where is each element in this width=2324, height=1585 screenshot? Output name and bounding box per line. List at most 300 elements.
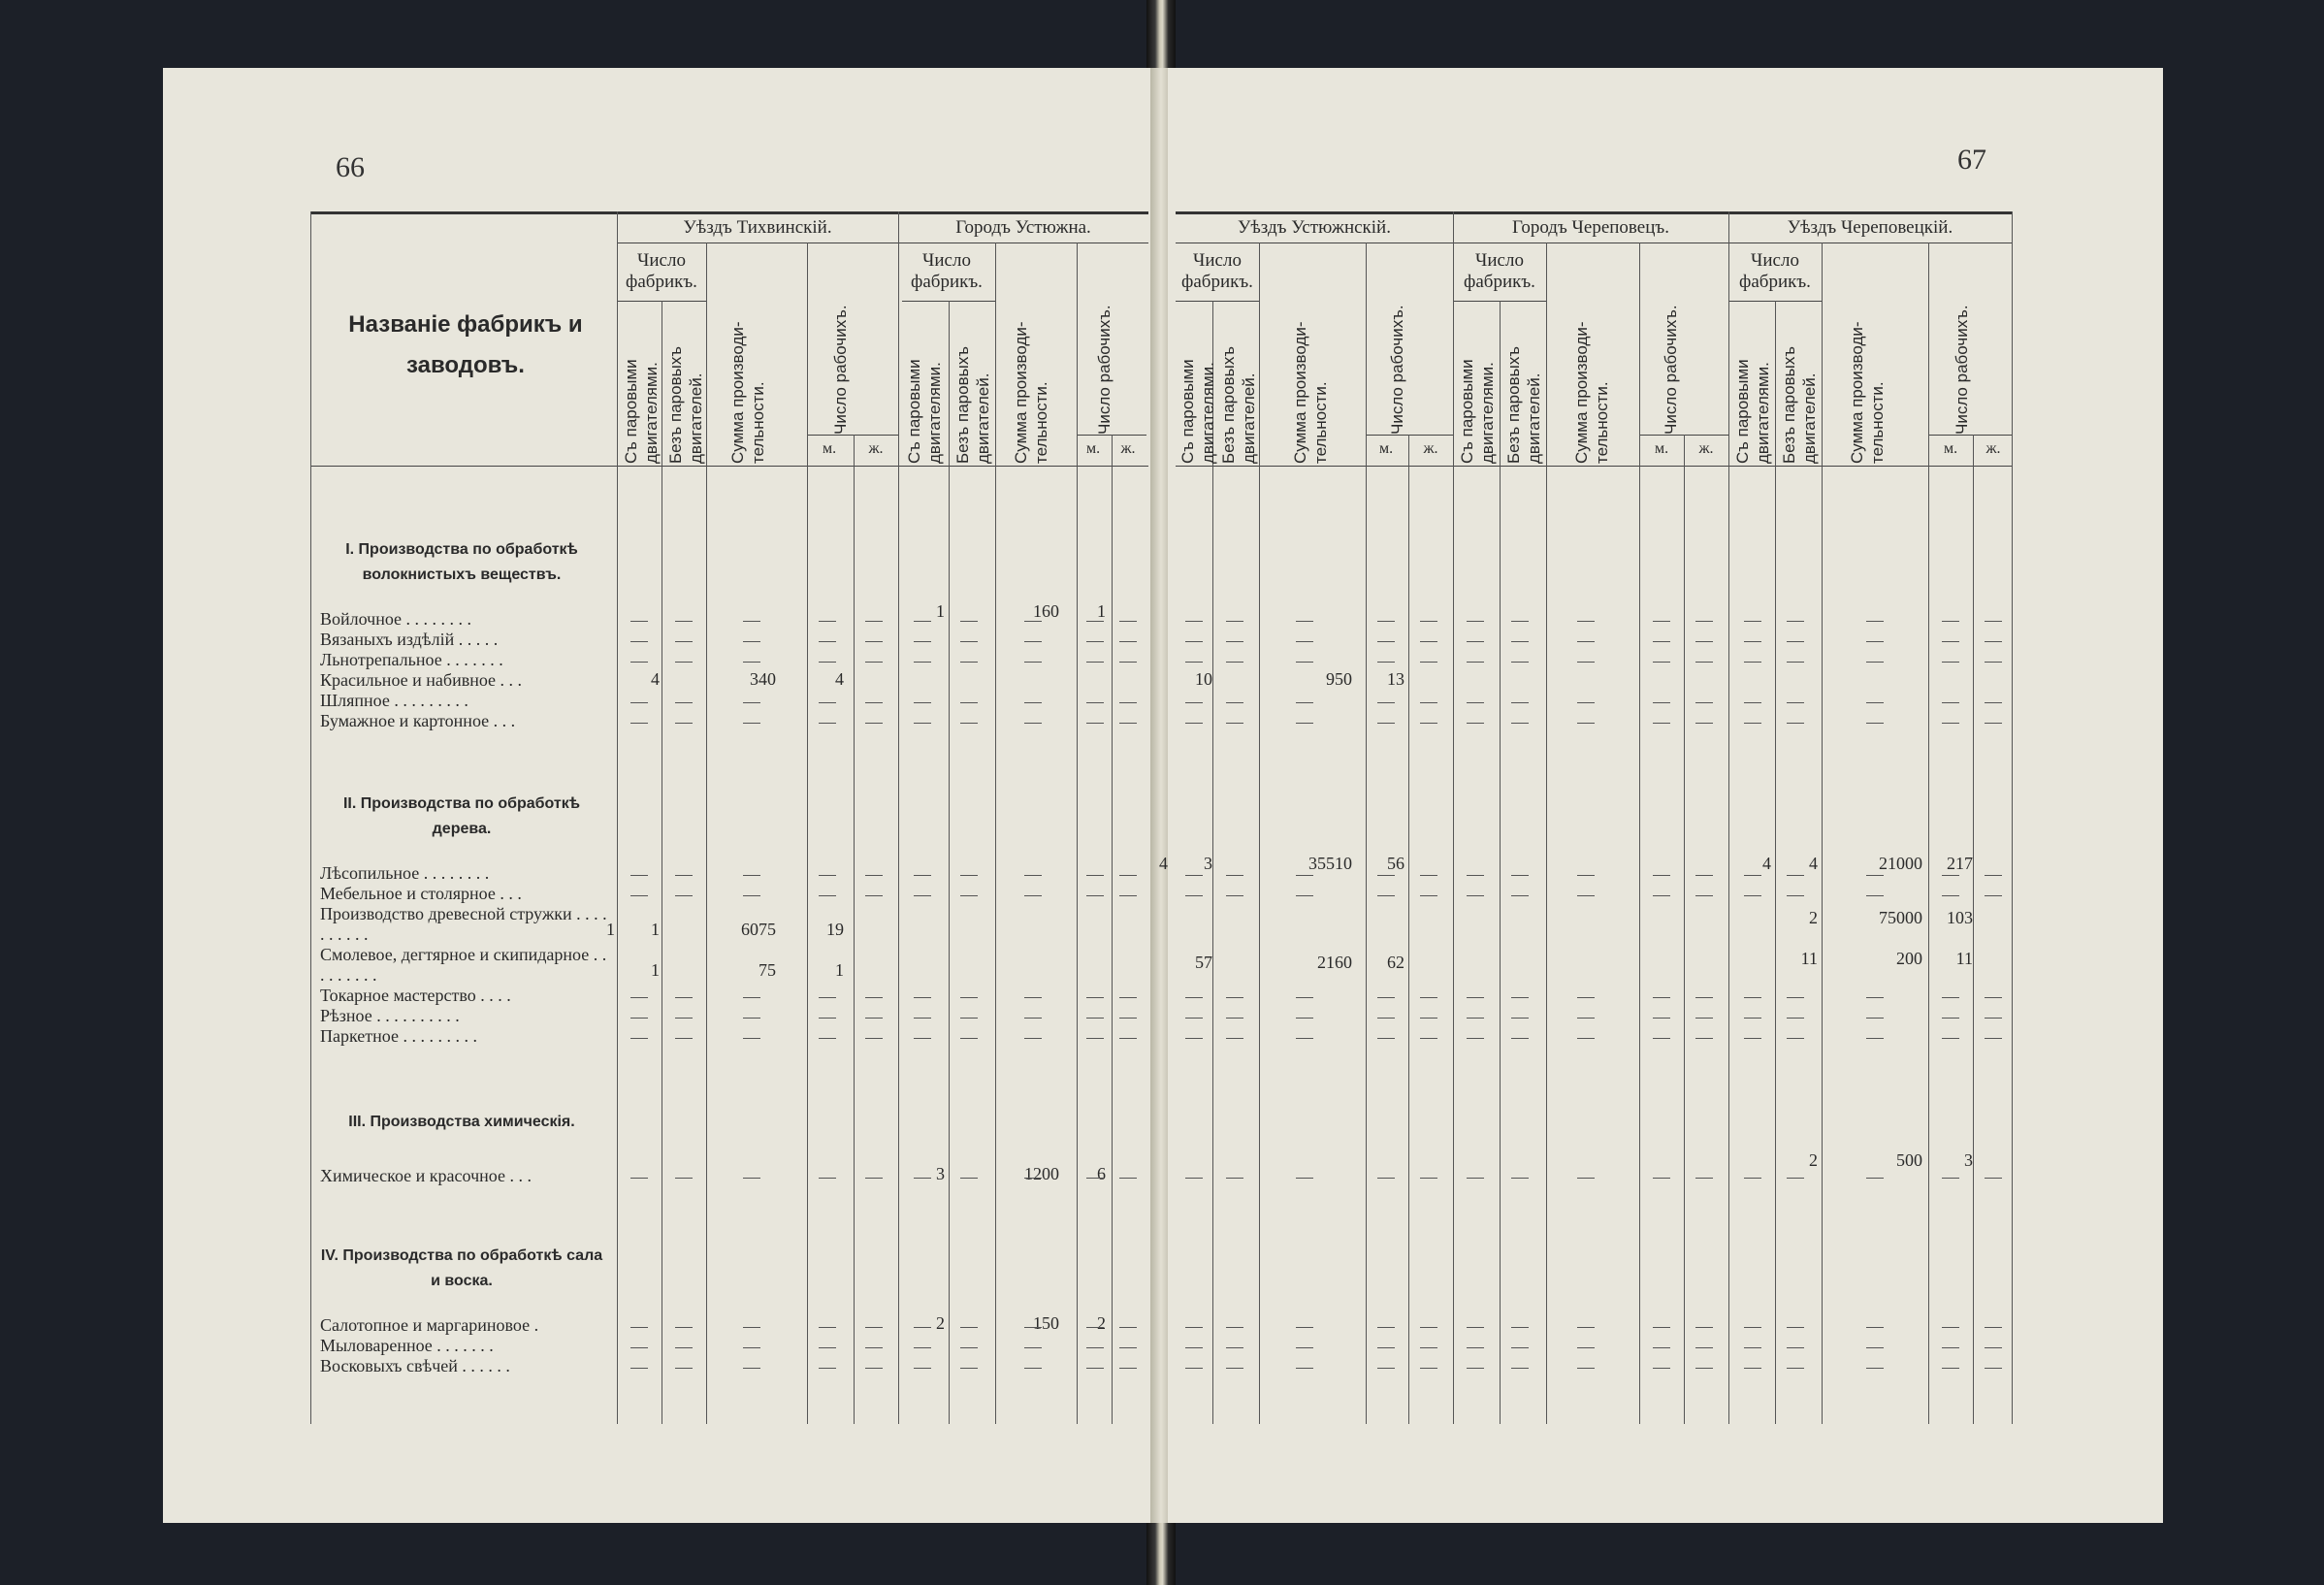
empty-cell-dash bbox=[630, 702, 648, 703]
empty-cell-dash bbox=[865, 1327, 883, 1328]
empty-cell-dash bbox=[819, 621, 836, 622]
empty-cell-dash bbox=[675, 662, 693, 663]
empty-cell-dash bbox=[960, 702, 978, 703]
empty-cell-dash bbox=[1695, 1368, 1713, 1369]
empty-cell-dash bbox=[1695, 895, 1713, 896]
row-label: Химическое и красочное . . . bbox=[320, 1166, 532, 1185]
empty-cell-dash bbox=[1866, 723, 1884, 724]
empty-cell-dash bbox=[1086, 641, 1104, 642]
empty-cell-dash bbox=[1744, 997, 1761, 998]
empty-cell-dash bbox=[1086, 1347, 1104, 1348]
empty-cell-dash bbox=[914, 1327, 931, 1328]
value-cell: 1 bbox=[936, 601, 945, 621]
empty-cell-dash bbox=[1942, 1327, 1959, 1328]
empty-cell-dash bbox=[1119, 1038, 1137, 1039]
empty-cell-dash bbox=[1942, 662, 1959, 663]
empty-cell-dash bbox=[1086, 723, 1104, 724]
empty-cell-dash bbox=[960, 1178, 978, 1179]
empty-cell-dash bbox=[1226, 875, 1243, 876]
header-bottom-rule bbox=[310, 466, 1148, 467]
empty-cell-dash bbox=[1653, 1038, 1670, 1039]
row-label: Войлочное . . . . . . . . bbox=[320, 609, 472, 629]
empty-cell-dash bbox=[1119, 1327, 1137, 1328]
empty-cell-dash bbox=[1086, 1368, 1104, 1369]
empty-cell-dash bbox=[1296, 702, 1313, 703]
empty-cell-dash bbox=[1420, 875, 1437, 876]
section-title: I. Производства по обработкѣ волокнистыхъ веществъ. bbox=[345, 541, 578, 583]
value-cell: 1 bbox=[606, 920, 615, 939]
col-divider bbox=[1212, 301, 1213, 1424]
empty-cell-dash bbox=[743, 702, 760, 703]
empty-cell-dash bbox=[1695, 723, 1713, 724]
col-divider bbox=[898, 211, 899, 1424]
empty-cell-dash bbox=[1511, 641, 1529, 642]
col-divider bbox=[1500, 301, 1501, 1424]
empty-cell-dash bbox=[1226, 702, 1243, 703]
empty-cell-dash bbox=[1653, 1018, 1670, 1019]
empty-cell-dash bbox=[1226, 723, 1243, 724]
value-cell: 10 bbox=[1195, 669, 1212, 689]
value-cell: 1 bbox=[1097, 601, 1106, 621]
empty-cell-dash bbox=[865, 702, 883, 703]
empty-cell-dash bbox=[1086, 662, 1104, 663]
empty-cell-dash bbox=[1420, 1368, 1437, 1369]
empty-cell-dash bbox=[1420, 1327, 1437, 1328]
women-header: ж. bbox=[868, 440, 884, 457]
empty-cell-dash bbox=[1866, 641, 1884, 642]
empty-cell-dash bbox=[1511, 875, 1529, 876]
empty-cell-dash bbox=[1577, 662, 1595, 663]
men-header: м. bbox=[822, 440, 837, 457]
empty-cell-dash bbox=[1511, 1347, 1529, 1348]
empty-cell-dash bbox=[1787, 1368, 1804, 1369]
empty-cell-dash bbox=[1024, 895, 1042, 896]
empty-cell-dash bbox=[743, 621, 760, 622]
empty-cell-dash bbox=[1377, 1038, 1395, 1039]
empty-cell-dash bbox=[1296, 1327, 1313, 1328]
empty-cell-dash bbox=[1377, 621, 1395, 622]
with-steam-header: Съ паровыми двигателями. bbox=[1733, 359, 1772, 464]
value-cell: 35510 bbox=[1308, 854, 1352, 873]
workers-count-header: Число рабочихъ. bbox=[1388, 305, 1406, 435]
empty-cell-dash bbox=[743, 723, 760, 724]
empty-cell-dash bbox=[1695, 1178, 1713, 1179]
empty-cell-dash bbox=[819, 641, 836, 642]
production-sum-header: Сумма производи-тельности. bbox=[1572, 321, 1611, 464]
empty-cell-dash bbox=[1577, 1368, 1595, 1369]
empty-cell-dash bbox=[1226, 641, 1243, 642]
empty-cell-dash bbox=[1985, 621, 2002, 622]
empty-cell-dash bbox=[1653, 662, 1670, 663]
col-divider bbox=[1408, 435, 1409, 1424]
value-cell: 4 bbox=[835, 669, 844, 689]
header-bottom-rule bbox=[1176, 466, 2012, 467]
empty-cell-dash bbox=[1653, 875, 1670, 876]
with-steam-header: Съ паровыми двигателями. bbox=[905, 359, 944, 464]
men-header: м. bbox=[1085, 440, 1101, 457]
empty-cell-dash bbox=[1985, 997, 2002, 998]
workers-count-header: Число рабочихъ. bbox=[831, 305, 850, 435]
empty-cell-dash bbox=[1420, 1347, 1437, 1348]
empty-cell-dash bbox=[1185, 1327, 1203, 1328]
value-cell: 2 bbox=[1809, 1150, 1818, 1170]
empty-cell-dash bbox=[1787, 621, 1804, 622]
col-divider bbox=[1973, 435, 1974, 1424]
empty-cell-dash bbox=[960, 621, 978, 622]
col-divider bbox=[1453, 211, 1454, 1424]
empty-cell-dash bbox=[1377, 641, 1395, 642]
empty-cell-dash bbox=[1511, 1368, 1529, 1369]
empty-cell-dash bbox=[819, 1347, 836, 1348]
empty-cell-dash bbox=[743, 1368, 760, 1369]
factories-rule bbox=[1176, 301, 1259, 302]
empty-cell-dash bbox=[865, 641, 883, 642]
empty-cell-dash bbox=[1467, 1038, 1484, 1039]
empty-cell-dash bbox=[630, 1018, 648, 1019]
value-cell: 4 bbox=[1762, 854, 1771, 873]
workers-rule bbox=[807, 435, 898, 436]
empty-cell-dash bbox=[914, 723, 931, 724]
empty-cell-dash bbox=[1787, 662, 1804, 663]
empty-cell-dash bbox=[1695, 875, 1713, 876]
empty-cell-dash bbox=[1377, 895, 1395, 896]
men-header: м. bbox=[1943, 440, 1958, 457]
empty-cell-dash bbox=[743, 662, 760, 663]
empty-cell-dash bbox=[865, 997, 883, 998]
empty-cell-dash bbox=[1024, 1347, 1042, 1348]
value-cell: 340 bbox=[750, 669, 776, 689]
empty-cell-dash bbox=[960, 1018, 978, 1019]
empty-cell-dash bbox=[1185, 895, 1203, 896]
empty-cell-dash bbox=[1744, 621, 1761, 622]
empty-cell-dash bbox=[1024, 662, 1042, 663]
empty-cell-dash bbox=[1744, 1178, 1761, 1179]
empty-cell-dash bbox=[1467, 1347, 1484, 1348]
empty-cell-dash bbox=[960, 895, 978, 896]
col-divider bbox=[1928, 243, 1929, 1424]
empty-cell-dash bbox=[960, 1038, 978, 1039]
row-label: Мыловаренное . . . . . . . bbox=[320, 1336, 494, 1355]
empty-cell-dash bbox=[1296, 1018, 1313, 1019]
row-label: Восковыхъ свѣчей . . . . . . bbox=[320, 1356, 510, 1375]
table-left bbox=[310, 211, 1148, 1424]
empty-cell-dash bbox=[743, 1018, 760, 1019]
value-cell: 160 bbox=[1033, 601, 1059, 621]
table-right bbox=[1159, 211, 2012, 1424]
empty-cell-dash bbox=[675, 1038, 693, 1039]
row-label: Лѣсопильное . . . . . . . . bbox=[320, 863, 490, 883]
empty-cell-dash bbox=[1467, 1178, 1484, 1179]
empty-cell-dash bbox=[1985, 1018, 2002, 1019]
empty-cell-dash bbox=[1185, 723, 1203, 724]
women-header: ж. bbox=[1120, 440, 1136, 457]
empty-cell-dash bbox=[1226, 895, 1243, 896]
col-divider bbox=[807, 243, 808, 1424]
empty-cell-dash bbox=[819, 1327, 836, 1328]
empty-cell-dash bbox=[630, 895, 648, 896]
empty-cell-dash bbox=[1296, 875, 1313, 876]
empty-cell-dash bbox=[865, 1347, 883, 1348]
empty-cell-dash bbox=[1185, 997, 1203, 998]
section-title: III. Производства химическія. bbox=[348, 1114, 575, 1130]
empty-cell-dash bbox=[1653, 1178, 1670, 1179]
empty-cell-dash bbox=[1787, 875, 1804, 876]
empty-cell-dash bbox=[1744, 662, 1761, 663]
empty-cell-dash bbox=[865, 723, 883, 724]
empty-cell-dash bbox=[1787, 895, 1804, 896]
empty-cell-dash bbox=[865, 621, 883, 622]
empty-cell-dash bbox=[1086, 702, 1104, 703]
empty-cell-dash bbox=[675, 895, 693, 896]
empty-cell-dash bbox=[1467, 1018, 1484, 1019]
region-header: Городъ Устюжна. bbox=[955, 217, 1091, 238]
region-header: Уѣздъ Череповецкій. bbox=[1787, 217, 1953, 238]
empty-cell-dash bbox=[1511, 1327, 1529, 1328]
empty-cell-dash bbox=[1744, 641, 1761, 642]
empty-cell-dash bbox=[1866, 1368, 1884, 1369]
row-label: Токарное мастерство . . . . bbox=[320, 986, 511, 1005]
empty-cell-dash bbox=[630, 1327, 648, 1328]
empty-cell-dash bbox=[1377, 662, 1395, 663]
empty-cell-dash bbox=[630, 641, 648, 642]
empty-cell-dash bbox=[1296, 895, 1313, 896]
empty-cell-dash bbox=[819, 1178, 836, 1179]
row-label: Вязаныхъ издѣлій . . . . . bbox=[320, 630, 499, 649]
empty-cell-dash bbox=[1226, 1327, 1243, 1328]
empty-cell-dash bbox=[914, 895, 931, 896]
empty-cell-dash bbox=[1985, 1038, 2002, 1039]
col-divider bbox=[1546, 243, 1547, 1424]
empty-cell-dash bbox=[1511, 895, 1529, 896]
empty-cell-dash bbox=[743, 641, 760, 642]
empty-cell-dash bbox=[1695, 997, 1713, 998]
col-divider bbox=[1728, 211, 1729, 1424]
empty-cell-dash bbox=[1377, 1018, 1395, 1019]
empty-cell-dash bbox=[1024, 621, 1042, 622]
empty-cell-dash bbox=[1024, 997, 1042, 998]
women-header: ж. bbox=[1985, 440, 2001, 457]
empty-cell-dash bbox=[675, 875, 693, 876]
production-sum-header: Сумма производи-тельности. bbox=[1848, 321, 1887, 464]
value-cell: 21000 bbox=[1879, 854, 1922, 873]
empty-cell-dash bbox=[1511, 723, 1529, 724]
empty-cell-dash bbox=[1787, 997, 1804, 998]
value-cell: 217 bbox=[1947, 854, 1973, 873]
value-cell: 1200 bbox=[1024, 1164, 1059, 1183]
empty-cell-dash bbox=[1296, 1038, 1313, 1039]
factories-count-header: Число фабрикъ. bbox=[1181, 250, 1253, 292]
men-header: м. bbox=[1378, 440, 1394, 457]
without-steam-header: Безъ паровыхъ двигателей. bbox=[1504, 346, 1543, 464]
empty-cell-dash bbox=[1985, 723, 2002, 724]
without-steam-header: Безъ паровыхъ двигателей. bbox=[1219, 346, 1258, 464]
empty-cell-dash bbox=[630, 1368, 648, 1369]
empty-cell-dash bbox=[1787, 1327, 1804, 1328]
row-label: Смолевое, дегтярное и скипидарное . . . . . . . . . bbox=[320, 945, 607, 985]
empty-cell-dash bbox=[1942, 702, 1959, 703]
empty-cell-dash bbox=[630, 1178, 648, 1179]
empty-cell-dash bbox=[675, 702, 693, 703]
empty-cell-dash bbox=[630, 1347, 648, 1348]
without-steam-header: Безъ паровыхъ двигателей. bbox=[1780, 346, 1819, 464]
empty-cell-dash bbox=[1226, 1178, 1243, 1179]
empty-cell-dash bbox=[1024, 1178, 1042, 1179]
empty-cell-dash bbox=[1985, 895, 2002, 896]
empty-cell-dash bbox=[1577, 641, 1595, 642]
col-divider bbox=[1639, 243, 1640, 1424]
empty-cell-dash bbox=[1119, 1018, 1137, 1019]
empty-cell-dash bbox=[1420, 1018, 1437, 1019]
empty-cell-dash bbox=[819, 723, 836, 724]
empty-cell-dash bbox=[1024, 875, 1042, 876]
empty-cell-dash bbox=[1119, 1178, 1137, 1179]
empty-cell-dash bbox=[1695, 621, 1713, 622]
empty-cell-dash bbox=[1695, 1327, 1713, 1328]
row-label: Рѣзное . . . . . . . . . . bbox=[320, 1006, 460, 1025]
region-header: Уѣздъ Тихвинскій. bbox=[683, 217, 832, 238]
empty-cell-dash bbox=[1420, 723, 1437, 724]
empty-cell-dash bbox=[1653, 895, 1670, 896]
col-divider bbox=[949, 301, 950, 1424]
empty-cell-dash bbox=[1787, 1038, 1804, 1039]
empty-cell-dash bbox=[1577, 723, 1595, 724]
col-right-border bbox=[2012, 211, 2013, 1424]
empty-cell-dash bbox=[1942, 895, 1959, 896]
empty-cell-dash bbox=[1086, 875, 1104, 876]
empty-cell-dash bbox=[1653, 621, 1670, 622]
empty-cell-dash bbox=[1577, 875, 1595, 876]
empty-cell-dash bbox=[743, 997, 760, 998]
workers-count-header: Число рабочихъ. bbox=[1953, 305, 1971, 435]
empty-cell-dash bbox=[914, 641, 931, 642]
empty-cell-dash bbox=[1577, 1327, 1595, 1328]
value-cell: 1 bbox=[835, 960, 844, 980]
empty-cell-dash bbox=[1296, 997, 1313, 998]
value-cell: 2 bbox=[936, 1313, 945, 1333]
empty-cell-dash bbox=[1511, 662, 1529, 663]
empty-cell-dash bbox=[1653, 702, 1670, 703]
empty-cell-dash bbox=[630, 997, 648, 998]
empty-cell-dash bbox=[1185, 1178, 1203, 1179]
empty-cell-dash bbox=[1420, 702, 1437, 703]
empty-cell-dash bbox=[1695, 1347, 1713, 1348]
empty-cell-dash bbox=[1653, 723, 1670, 724]
empty-cell-dash bbox=[1511, 1038, 1529, 1039]
empty-cell-dash bbox=[1744, 875, 1761, 876]
row-label: Шляпное . . . . . . . . . bbox=[320, 691, 468, 710]
empty-cell-dash bbox=[1119, 1347, 1137, 1348]
empty-cell-dash bbox=[1024, 702, 1042, 703]
empty-cell-dash bbox=[819, 1368, 836, 1369]
empty-cell-dash bbox=[1226, 1347, 1243, 1348]
empty-cell-dash bbox=[1985, 1327, 2002, 1328]
page-number-left: 66 bbox=[336, 151, 365, 183]
empty-cell-dash bbox=[1985, 702, 2002, 703]
col-divider bbox=[617, 211, 618, 1424]
value-cell: 11 bbox=[1955, 949, 1973, 968]
empty-cell-dash bbox=[960, 875, 978, 876]
empty-cell-dash bbox=[1226, 1368, 1243, 1369]
without-steam-header: Безъ паровыхъ двигателей. bbox=[666, 346, 705, 464]
empty-cell-dash bbox=[1467, 641, 1484, 642]
empty-cell-dash bbox=[1420, 621, 1437, 622]
empty-cell-dash bbox=[675, 997, 693, 998]
table-title: Названіе фабрикъ и заводовъ. bbox=[348, 311, 583, 378]
empty-cell-dash bbox=[1119, 895, 1137, 896]
empty-cell-dash bbox=[1787, 1178, 1804, 1179]
empty-cell-dash bbox=[865, 1018, 883, 1019]
empty-cell-dash bbox=[675, 1018, 693, 1019]
empty-cell-dash bbox=[1119, 621, 1137, 622]
col-divider bbox=[1366, 243, 1367, 1424]
empty-cell-dash bbox=[1467, 1368, 1484, 1369]
col-divider bbox=[1822, 243, 1823, 1424]
empty-cell-dash bbox=[1420, 1178, 1437, 1179]
empty-cell-dash bbox=[1185, 1347, 1203, 1348]
empty-cell-dash bbox=[1185, 1368, 1203, 1369]
empty-cell-dash bbox=[1420, 662, 1437, 663]
empty-cell-dash bbox=[819, 1018, 836, 1019]
empty-cell-dash bbox=[1942, 641, 1959, 642]
value-cell: 19 bbox=[826, 920, 844, 939]
women-header: ж. bbox=[1423, 440, 1438, 457]
empty-cell-dash bbox=[1653, 1368, 1670, 1369]
empty-cell-dash bbox=[865, 1038, 883, 1039]
empty-cell-dash bbox=[1985, 875, 2002, 876]
empty-cell-dash bbox=[1086, 1327, 1104, 1328]
empty-cell-dash bbox=[1695, 662, 1713, 663]
empty-cell-dash bbox=[960, 1368, 978, 1369]
empty-cell-dash bbox=[1377, 1368, 1395, 1369]
empty-cell-dash bbox=[1985, 662, 2002, 663]
empty-cell-dash bbox=[1119, 641, 1137, 642]
empty-cell-dash bbox=[1695, 641, 1713, 642]
empty-cell-dash bbox=[1744, 895, 1761, 896]
empty-cell-dash bbox=[1226, 1038, 1243, 1039]
workers-count-header: Число рабочихъ. bbox=[1662, 305, 1680, 435]
empty-cell-dash bbox=[1942, 1038, 1959, 1039]
empty-cell-dash bbox=[1420, 641, 1437, 642]
row-label: Красильное и набивное . . . bbox=[320, 670, 523, 690]
without-steam-header: Безъ паровыхъ двигателей. bbox=[953, 346, 992, 464]
empty-cell-dash bbox=[1695, 1038, 1713, 1039]
empty-cell-dash bbox=[819, 662, 836, 663]
empty-cell-dash bbox=[1866, 1178, 1884, 1179]
empty-cell-dash bbox=[1577, 1018, 1595, 1019]
factories-count-header: Число фабрикъ. bbox=[1739, 250, 1811, 292]
empty-cell-dash bbox=[1744, 1018, 1761, 1019]
workers-rule bbox=[1928, 435, 2012, 436]
empty-cell-dash bbox=[1467, 875, 1484, 876]
empty-cell-dash bbox=[865, 895, 883, 896]
region-header: Городъ Череповецъ. bbox=[1512, 217, 1669, 238]
empty-cell-dash bbox=[1577, 1178, 1595, 1179]
empty-cell-dash bbox=[1296, 621, 1313, 622]
empty-cell-dash bbox=[1377, 723, 1395, 724]
empty-cell-dash bbox=[1744, 1038, 1761, 1039]
row-label: Салотопное и маргариновое . bbox=[320, 1315, 539, 1335]
empty-cell-dash bbox=[1185, 875, 1203, 876]
empty-cell-dash bbox=[743, 875, 760, 876]
empty-cell-dash bbox=[1511, 621, 1529, 622]
empty-cell-dash bbox=[630, 621, 648, 622]
empty-cell-dash bbox=[819, 875, 836, 876]
empty-cell-dash bbox=[1226, 662, 1243, 663]
empty-cell-dash bbox=[1024, 723, 1042, 724]
value-cell: 6 bbox=[1097, 1164, 1106, 1183]
row-label: Льнотрепальное . . . . . . . bbox=[320, 650, 503, 669]
empty-cell-dash bbox=[1744, 723, 1761, 724]
